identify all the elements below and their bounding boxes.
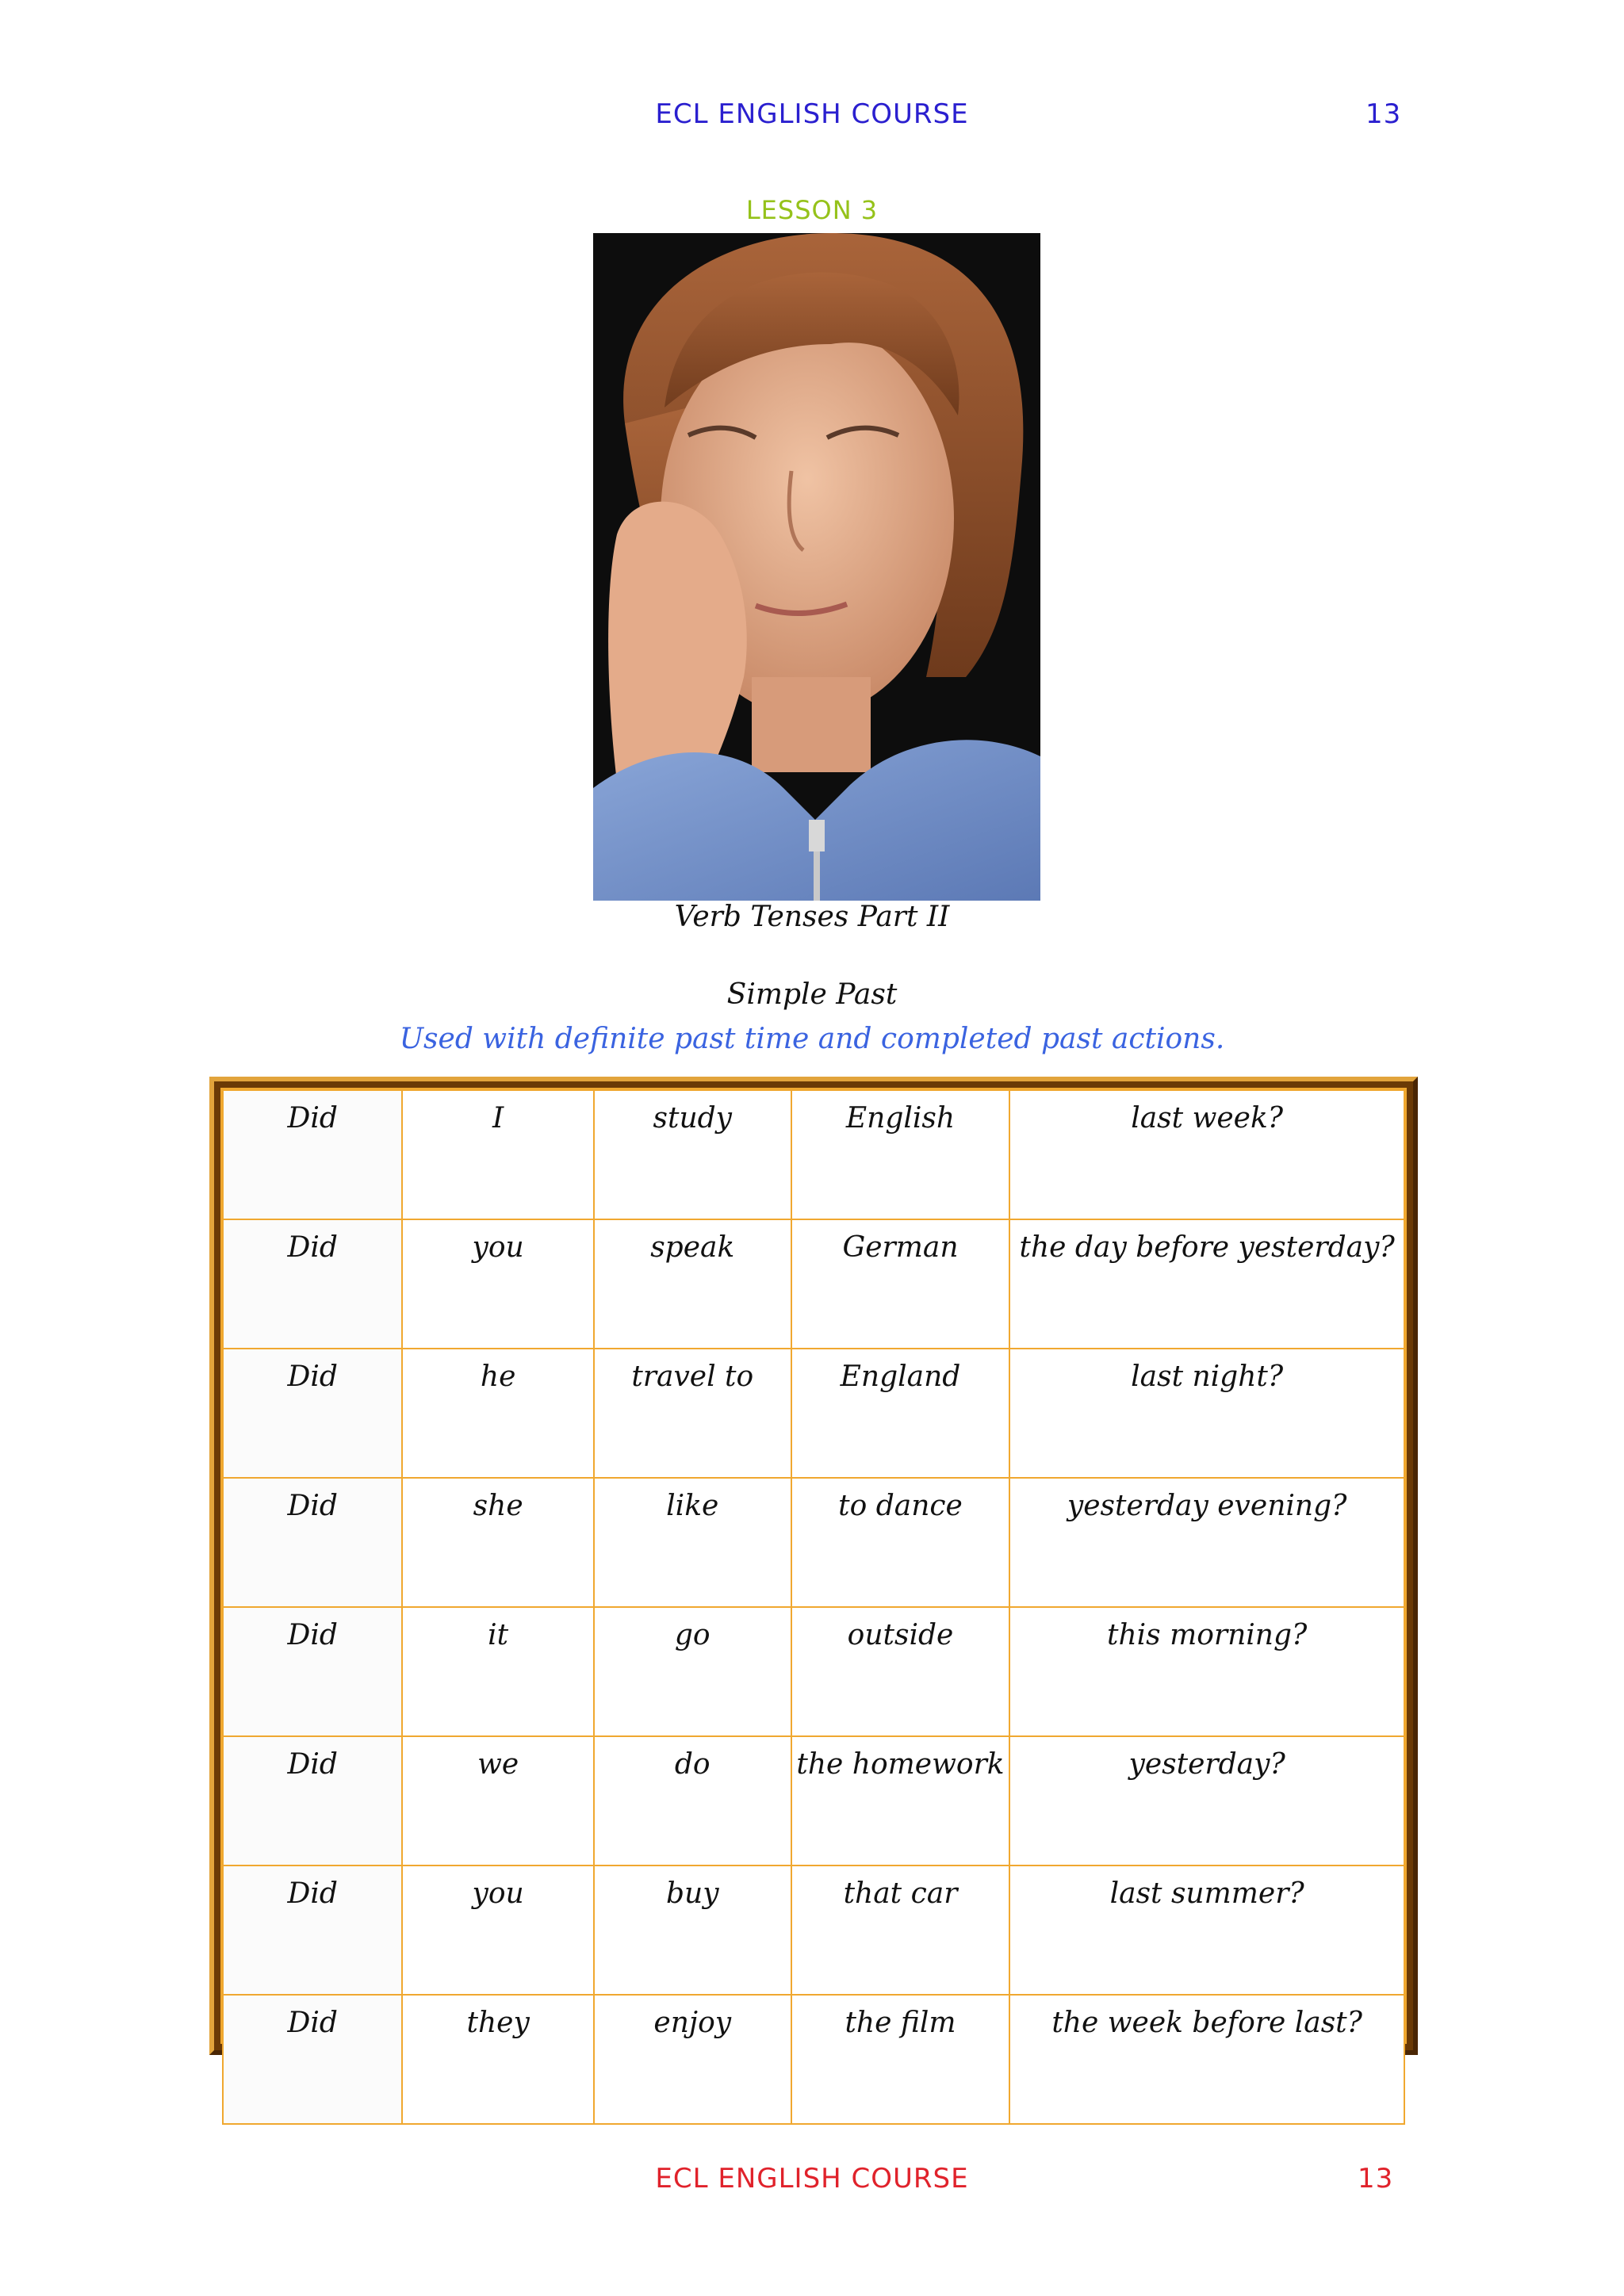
header-page-number: 13 <box>1365 98 1402 130</box>
photo-caption: Verb Tenses Part II <box>674 901 950 933</box>
table-cell: last night? <box>1009 1349 1404 1478</box>
table-cell: this morning? <box>1009 1607 1404 1736</box>
table-cell: they <box>402 1995 593 2124</box>
footer-page-number: 13 <box>1358 2163 1394 2195</box>
simple-past-table <box>222 1089 1405 2125</box>
table-cell: do <box>594 1736 791 1866</box>
table-cell: last summer? <box>1009 1866 1404 1995</box>
table-cell: like <box>594 1478 791 1607</box>
table-cell: you <box>402 1219 593 1349</box>
table-cell: the homework <box>791 1736 1010 1866</box>
section-usage-note: Used with definite past time and completed past actions. <box>399 1023 1225 1055</box>
table-cell: the day before yesterday? <box>1009 1219 1404 1349</box>
girl-photo <box>593 233 1040 901</box>
table-cell: yesterday evening? <box>1009 1478 1404 1607</box>
table-row <box>223 1478 1404 1607</box>
table-cell: go <box>594 1607 791 1736</box>
table-cell: she <box>402 1478 593 1607</box>
table-cell: study <box>594 1090 791 1219</box>
table-cell: Did <box>223 1349 402 1478</box>
table-row <box>223 1866 1404 1995</box>
table-cell: enjoy <box>594 1995 791 2124</box>
table-cell: England <box>791 1349 1010 1478</box>
table-row <box>223 1349 1404 1478</box>
table-cell: we <box>402 1736 593 1866</box>
header-title: ECL ENGLISH COURSE <box>655 98 969 130</box>
table-cell: Did <box>223 1090 402 1219</box>
table-frame-inner <box>220 1088 1407 2044</box>
table-cell: the film <box>791 1995 1010 2124</box>
table-cell: it <box>402 1607 593 1736</box>
table-cell: Did <box>223 1866 402 1995</box>
table-cell: you <box>402 1866 593 1995</box>
section-title: Simple Past <box>726 978 898 1011</box>
table-cell: Did <box>223 1219 402 1349</box>
footer-title: ECL ENGLISH COURSE <box>655 2163 969 2195</box>
table-cell: English <box>791 1090 1010 1219</box>
table-cell: he <box>402 1349 593 1478</box>
table-cell: to dance <box>791 1478 1010 1607</box>
lesson-label: LESSON 3 <box>745 195 879 225</box>
table-cell: outside <box>791 1607 1010 1736</box>
table-row <box>223 1995 1404 2124</box>
table-cell: that car <box>791 1866 1010 1995</box>
table-cell: buy <box>594 1866 791 1995</box>
table-cell: Did <box>223 1736 402 1866</box>
table-row <box>223 1090 1404 1219</box>
table-frame <box>209 1077 1418 2055</box>
table-row <box>223 1607 1404 1736</box>
table-cell: Did <box>223 1607 402 1736</box>
table-cell: yesterday? <box>1009 1736 1404 1866</box>
table-cell: Did <box>223 1995 402 2124</box>
table-cell: Did <box>223 1478 402 1607</box>
table-cell: I <box>402 1090 593 1219</box>
table-row <box>223 1736 1404 1866</box>
table-cell: the week before last? <box>1009 1995 1404 2124</box>
table-cell: speak <box>594 1219 791 1349</box>
table-cell: last week? <box>1009 1090 1404 1219</box>
table-cell: travel to <box>594 1349 791 1478</box>
table-cell: German <box>791 1219 1010 1349</box>
table-row <box>223 1219 1404 1349</box>
